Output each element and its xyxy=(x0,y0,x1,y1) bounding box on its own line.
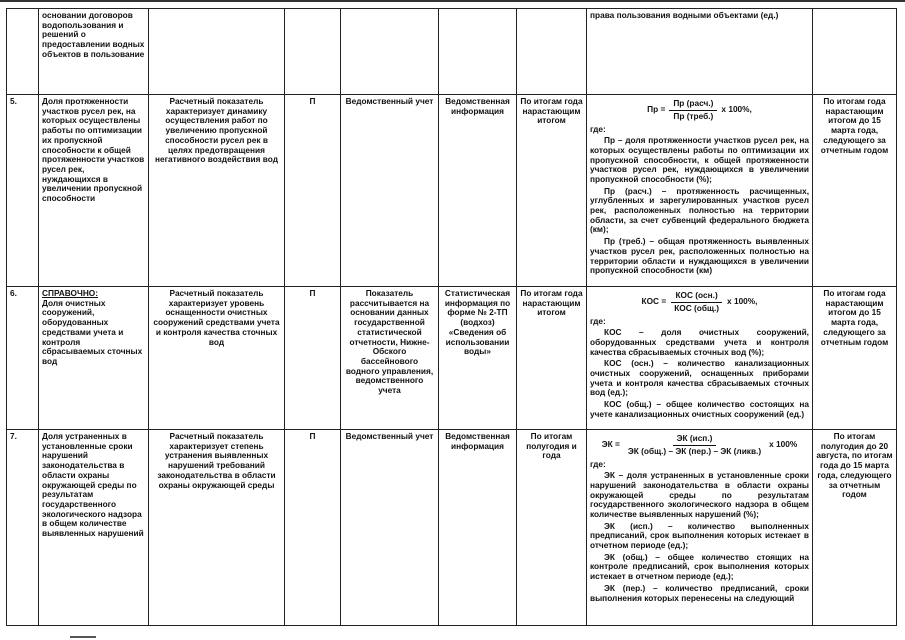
cell-period xyxy=(517,9,587,95)
formula-fraction xyxy=(669,99,717,121)
definition: ЭК (исп.) – количество выполненных предписаний, срок выполнения которых истекает в отчетном периоде (ед.); xyxy=(590,520,809,551)
deadline: По итогам года нарастающим итогом до 15 марта года, следующего за отчетным годом xyxy=(813,287,897,430)
definition: КОС (общ.) – общее количество состоящих на учете канализационных очистных сооружений (ед.) xyxy=(590,399,809,419)
period: По итогам года нарастающим итогом xyxy=(517,95,587,287)
indicator-code: П xyxy=(285,95,341,287)
definition: Пр (треб.) – общая протяженность выявленных участков русел рек, расположенных полностью на территории области и нуждающихся в увеличении пропускной способности (км) xyxy=(590,236,809,276)
formula xyxy=(590,434,809,456)
calc-method: Ведомственный учет xyxy=(341,95,439,287)
formula-rhs: х 100% xyxy=(769,439,798,450)
calc-method: Ведомственный учет xyxy=(341,430,439,626)
table-row xyxy=(7,430,897,626)
indicator-code: П xyxy=(285,430,341,626)
where-label: где: xyxy=(590,124,606,135)
definition: Пр – доля протяженности участков русел рек, на которых осуществлены работы по оптимизации их пропускной способности, к общей протяженности участков русел рек, нуждающихся в увеличении пропускной способности (%); xyxy=(590,135,809,184)
definition: КОС – доля очистных сооружений, оборудованных средствами учета и контроля качества сбрасываемых сточных вод (%); xyxy=(590,327,809,357)
definition: ЭК – доля устраненных в установленные сроки нарушений законодательства в области охраны окружающей среды по результатам государственного экологического надзора в общем количестве выявленных нарушений (%); xyxy=(590,470,809,519)
period: По итогам года нарастающим итогом xyxy=(517,287,587,430)
reference-label: СПРАВОЧНО: xyxy=(42,288,99,298)
footnote-rule xyxy=(70,636,96,638)
formula-rhs: х 100%, xyxy=(721,104,752,115)
table-row xyxy=(7,95,897,287)
row-number: 6. xyxy=(7,287,39,430)
page-top-rule xyxy=(0,0,905,2)
formula-denominator: Пр (треб.) xyxy=(673,110,714,121)
cell-source xyxy=(439,9,517,95)
data-source: Статистическая информация по форме № 2-ТП (водхоз) «Сведения об использовании воды» xyxy=(439,287,517,430)
definition: ЭК (пер.) – количество предписаний, сроки выполнения которых перенесены на следующий xyxy=(590,582,809,603)
deadline: По итогам полугодия до 20 августа, по итогам года до 15 марта года, следующего за отчетным годом xyxy=(813,430,897,626)
data-source: Ведомственная информация xyxy=(439,430,517,626)
indicators-table xyxy=(6,8,897,626)
cell-formula xyxy=(587,9,813,95)
formula-denominator: ЭК (общ.) – ЭК (пер.) – ЭК (ликв.) xyxy=(627,445,762,456)
formula-numerator: Пр (расч.) xyxy=(669,99,717,111)
formula xyxy=(590,291,809,313)
formula xyxy=(590,99,809,121)
data-source: Ведомственная информация xyxy=(439,95,517,287)
indicator-name: Доля протяженности участков русел рек, на которых осуществлены работы по оптимизации их пропускной способности к общей протяженности участков русел рек, нуждающихся в увеличении пропускной способности xyxy=(39,95,149,287)
indicator-type: Расчетный показатель характеризует уровень оснащенности очистных сооружений средствами учета и контроля качества сточных вод xyxy=(149,287,285,430)
indicator-name-text: основании договоров водопользования и решений о предоставлении водных объектов в пользование xyxy=(42,10,145,59)
deadline: По итогам года нарастающим итогом до 15 марта года, следующего за отчетным годом xyxy=(813,95,897,287)
cell-indicator-name xyxy=(39,9,149,95)
definition: Пр (расч.) – протяженность расчищенных, углубленных и зарегулированных участков русел рек, расположенных полностью на территории области, за счет субвенций федерального бюджета (км); xyxy=(590,185,809,235)
formula-tail-text: права пользования водными объектами (ед.) xyxy=(590,10,779,20)
formula-numerator: КОС (осн.) xyxy=(671,291,721,303)
formula-numerator: ЭК (исп.) xyxy=(673,434,717,446)
indicator-name-cell xyxy=(39,287,149,430)
indicator-type: Расчетный показатель характеризует степень устранения выявленных нарушений требований законодательства в области охраны окружающей среды xyxy=(149,430,285,626)
cell-num xyxy=(7,9,39,95)
formula-lhs: Пр = xyxy=(647,104,666,115)
formula-lhs: КОС = xyxy=(641,296,667,307)
formula-lhs: ЭК = xyxy=(601,439,620,450)
indicator-name: Доля очистных сооружений, оборудованных средствами учета и контроля сбрасываемых сточных вод xyxy=(42,297,143,366)
where-label: где: xyxy=(590,316,606,327)
cell-type xyxy=(149,9,285,95)
row-number: 7. xyxy=(7,430,39,626)
table-row-continued xyxy=(7,9,897,95)
period: По итогам полугодия и года xyxy=(517,430,587,626)
calc-method: Показатель рассчитывается на основании данных государственной статистической отчетности, Нижне-Обского бассейнового водного управления, ведомственного учета xyxy=(341,287,439,430)
formula-denominator: КОС (общ.) xyxy=(674,302,720,313)
definition: КОС (осн.) – количество канализационных очистных сооружений, оснащенных приборами учета и контроля качества сбрасываемых сточных вод (ед.); xyxy=(590,358,809,398)
formula-fraction xyxy=(670,291,723,313)
formula-fraction xyxy=(624,434,765,456)
formula-cell xyxy=(587,95,813,287)
formula-cell xyxy=(587,430,813,626)
cell-method xyxy=(341,9,439,95)
row-number: 5. xyxy=(7,95,39,287)
table-row xyxy=(7,287,897,430)
indicator-code: П xyxy=(285,287,341,430)
definition: ЭК (общ.) – общее количество стоящих на контроле предписаний, срок выполнения которых истекает в отчетном периоде (ед.); xyxy=(590,551,809,582)
formula-rhs: х 100%, xyxy=(727,296,758,307)
cell-deadline xyxy=(813,9,897,95)
where-label: где: xyxy=(590,459,606,470)
cell-code xyxy=(285,9,341,95)
indicator-name: Доля устраненных в установленные сроки нарушений законодательства в области охраны окружающей среды по результатам государственного экологического надзора в общем количестве выявленных нарушений xyxy=(39,430,149,626)
indicator-type: Расчетный показатель характеризует динамику осуществления работ по увеличению пропускной способности русел рек в целях предотвращения негативного воздействия вод xyxy=(149,95,285,287)
formula-cell xyxy=(587,287,813,430)
